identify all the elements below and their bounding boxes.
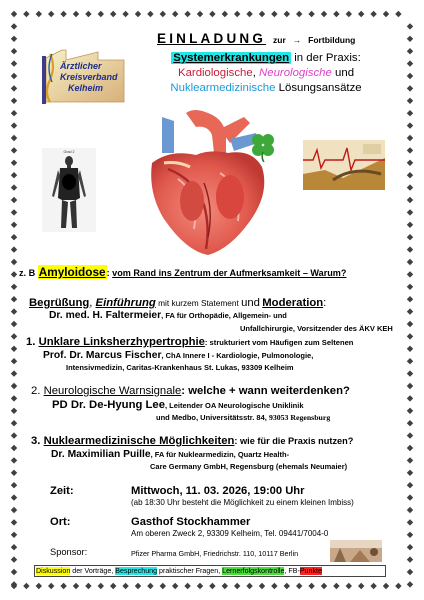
sec3-speaker-detail: , FA für Nuklearmedizin, Quartz Health-: [150, 450, 290, 459]
amyloid-prefix: z. B: [19, 268, 38, 278]
invitation-title: [157, 31, 355, 46]
border-diamond: [407, 36, 413, 42]
border-diamond: [11, 321, 17, 327]
border-diamond: [11, 395, 17, 401]
border-diamond: [11, 172, 17, 178]
sponsor-label: Sponsor:: [50, 547, 88, 557]
logo-text-1: Ärztlicher: [60, 61, 102, 71]
border-diamond: [358, 583, 364, 589]
ekg-photo: [303, 140, 385, 190]
border-diamond: [407, 48, 413, 54]
border-diamond: [11, 234, 17, 240]
sec1-num: 1.: [26, 336, 39, 348]
border-diamond: [333, 11, 339, 17]
sec2-speaker-name: PD Dr. De-Hyung Lee: [52, 399, 165, 411]
logo-text-3: Kelheim: [68, 83, 104, 93]
sec2-speaker-detail: , Leitender OA Neurologische Uniklinik: [165, 401, 304, 410]
border-diamond: [407, 85, 413, 91]
section-begruessung: [29, 297, 326, 309]
border-diamond: [407, 271, 413, 277]
border-diamond: [147, 11, 153, 17]
border-diamond: [11, 482, 17, 488]
border-diamond: [407, 246, 413, 252]
border-diamond: [172, 11, 178, 17]
border-diamond: [60, 11, 66, 17]
border-diamond: [11, 259, 17, 265]
headline-highlight: Systemerkrankungen: [173, 52, 290, 64]
headline-und: und: [331, 67, 355, 79]
border-diamond: [407, 494, 413, 500]
ort-value: Gasthof Stockhammer: [131, 516, 251, 528]
border-diamond: [11, 48, 17, 54]
border-diamond: [259, 11, 265, 17]
border-diamond: [11, 358, 17, 364]
section-2: [31, 385, 350, 397]
border-diamond: [98, 583, 104, 589]
sec2-title: Neurologische Warnsignale: [43, 385, 182, 397]
border-diamond: [11, 98, 17, 104]
border-diamond: [246, 11, 252, 17]
border-diamond: [11, 470, 17, 476]
sponsor-value: Pfizer Pharma GmbH, Friedrichstr. 110, 10117 Berlin: [131, 549, 299, 558]
border-diamond: [11, 581, 17, 587]
border-diamond: [407, 370, 413, 376]
border-diamond: [73, 11, 79, 17]
border-diamond: [11, 160, 17, 166]
border-diamond: [407, 23, 413, 29]
headline-nuklear: Nuklearmedizinische: [170, 82, 276, 94]
border-diamond: [407, 197, 413, 203]
border-diamond: [246, 583, 252, 589]
begr-colon: :: [323, 297, 327, 309]
border-diamond: [23, 583, 29, 589]
border-diamond: [98, 11, 104, 17]
border-diamond: [135, 583, 141, 589]
border-diamond: [407, 445, 413, 451]
sec3-title: Nuklearmedizinische Möglichkeiten: [43, 435, 235, 447]
border-diamond: [407, 432, 413, 438]
border-diamond: [333, 583, 339, 589]
border-diamond: [407, 222, 413, 228]
xray-label: Grad 2: [63, 150, 75, 154]
border-diamond: [11, 284, 17, 290]
border-diamond: [296, 11, 302, 17]
border-diamond: [407, 383, 413, 389]
aerztlicher-kreisverband-logo: [38, 46, 132, 108]
arrow-right-icon: →: [292, 35, 302, 45]
border-diamond: [11, 110, 17, 116]
border-diamond: [11, 271, 17, 277]
border-diamond: [407, 160, 413, 166]
border-diamond: [407, 296, 413, 302]
border-diamond: [407, 308, 413, 314]
headline-neuro: Neurologische: [259, 67, 332, 79]
border-diamond: [358, 11, 364, 17]
border-diamond: [135, 11, 141, 17]
border-diamond: [407, 346, 413, 352]
sec3-num: 3.: [31, 435, 44, 447]
border-diamond: [407, 209, 413, 215]
border-diamond: [11, 23, 17, 29]
sec3-rest: : wie für die Praxis nutzen?: [234, 436, 354, 446]
border-diamond: [407, 408, 413, 414]
begr-sep: ,: [89, 297, 96, 309]
border-diamond: [11, 519, 17, 525]
border-diamond: [407, 135, 413, 141]
ort-label: Ort:: [50, 516, 71, 528]
border-diamond: [271, 11, 277, 17]
border-diamond: [11, 184, 17, 190]
border-diamond: [407, 73, 413, 79]
sec2-rest1: : welche + wann: [181, 385, 271, 397]
sponsor-photo: [330, 540, 382, 562]
border-diamond: [407, 482, 413, 488]
ort-sub: Am oberen Zweck 2, 93309 Kelheim, Tel. 09441/7004-0: [131, 529, 329, 538]
border-diamond: [395, 11, 401, 17]
sec2-speaker: [52, 399, 304, 411]
border-diamond: [383, 583, 389, 589]
border-diamond: [11, 135, 17, 141]
border-diamond: [370, 583, 376, 589]
sec3-speaker-name: Dr. Maximilian Puille: [51, 449, 151, 460]
border-diamond: [11, 420, 17, 426]
border-diamond: [308, 11, 314, 17]
border-diamond: [197, 583, 203, 589]
sec2-rest2: weiterdenken?: [270, 385, 350, 397]
border-diamond: [147, 583, 153, 589]
headline-kardio: Kardiologische: [177, 67, 253, 79]
border-diamond: [296, 583, 302, 589]
scintigraphy-image: [42, 148, 96, 232]
border-diamond: [407, 569, 413, 575]
border-diamond: [11, 197, 17, 203]
border-diamond: [172, 583, 178, 589]
footer-punkte: Punkte: [299, 567, 322, 575]
amyloid-term: Amyloidose: [38, 265, 106, 279]
border-diamond: [11, 532, 17, 538]
sec2-detail: [156, 413, 330, 422]
border-diamond: [73, 583, 79, 589]
border-diamond: [395, 583, 401, 589]
amyloid-tagline: vom Rand ins Zentrum der Aufmerksamkeit – Warum?: [112, 268, 347, 278]
border-diamond: [407, 98, 413, 104]
border-diamond: [11, 147, 17, 153]
footer-diskussion: Diskussion: [36, 567, 71, 575]
border-diamond: [407, 519, 413, 525]
border-diamond: [85, 11, 91, 17]
section-1: [26, 336, 353, 348]
border-diamond: [383, 11, 389, 17]
border-diamond: [346, 11, 352, 17]
border-diamond: [407, 110, 413, 116]
border-diamond: [11, 60, 17, 66]
border-diamond: [259, 583, 265, 589]
border-diamond: [209, 11, 215, 17]
sec2-detail-a: und Medbo, Universitätsstr. 84,: [156, 413, 269, 422]
footer-t1: der Vorträge,: [70, 567, 116, 575]
begr-speaker-detail: , FA für Orthopädie, Allgemein- und: [161, 311, 287, 320]
border-diamond: [122, 583, 128, 589]
headline-loesung: Lösungsansätze: [275, 82, 362, 94]
begr-statement: mit kurzem Statement: [155, 298, 242, 308]
border-diamond: [11, 383, 17, 389]
border-diamond: [11, 583, 17, 589]
border-diamond: [407, 284, 413, 290]
border-diamond: [284, 11, 290, 17]
sec2-detail-b: 93053 Regensburg: [268, 413, 331, 422]
border-diamond: [407, 259, 413, 265]
begr-detail: Unfallchirurgie, Vorsitzender des ÄKV KEH: [240, 324, 393, 333]
border-diamond: [160, 11, 166, 17]
border-diamond: [11, 333, 17, 339]
border-diamond: [370, 11, 376, 17]
border-diamond: [11, 507, 17, 513]
border-diamond: [11, 346, 17, 352]
border-diamond: [11, 11, 17, 17]
border-diamond: [11, 544, 17, 550]
border-diamond: [11, 569, 17, 575]
border-diamond: [11, 209, 17, 215]
title-fortbildung: Fortbildung: [308, 35, 356, 45]
border-diamond: [222, 583, 228, 589]
border-diamond: [407, 420, 413, 426]
border-diamond: [11, 246, 17, 252]
border-diamond: [11, 445, 17, 451]
border-diamond: [209, 583, 215, 589]
border-diamond: [321, 11, 327, 17]
headline: [138, 51, 394, 96]
begr-speaker: [49, 310, 287, 321]
footer-bar: [34, 565, 386, 577]
border-diamond: [284, 583, 290, 589]
footer-t2: praktischer Fragen,: [157, 567, 223, 575]
border-diamond: [407, 470, 413, 476]
border-diamond: [11, 556, 17, 562]
border-diamond: [85, 583, 91, 589]
border-diamond: [197, 11, 203, 17]
sec3-speaker: [51, 449, 289, 460]
sec3-detail: Care Germany GmbH, Regensburg (ehemals Neumaier): [150, 462, 348, 471]
border-diamond: [11, 494, 17, 500]
title-einladung: EINLADUNG: [157, 31, 267, 46]
border-diamond: [407, 234, 413, 240]
border-diamond: [407, 333, 413, 339]
border-diamond: [407, 581, 413, 587]
sec1-speaker-name: Prof. Dr. Marcus Fischer: [43, 350, 162, 361]
border-diamond: [110, 11, 116, 17]
border-diamond: [11, 222, 17, 228]
border-diamond: [407, 122, 413, 128]
sec1-speaker-detail: , ChA Innere I - Kardiologie, Pulmonologie,: [161, 351, 314, 360]
sec1-rest: : strukturiert vom Häufigen zum Seltenen: [204, 338, 354, 347]
border-diamond: [407, 556, 413, 562]
headline-comma: ,: [252, 67, 260, 79]
border-diamond: [60, 583, 66, 589]
border-diamond: [11, 85, 17, 91]
border-diamond: [407, 507, 413, 513]
begr-speaker-name: Dr. med. H. Faltermeier: [49, 310, 162, 321]
sec1-detail: Intensivmedizin, Caritas-Krankenhaus St. Lukas, 93309 Kelheim: [66, 363, 294, 372]
border-diamond: [110, 583, 116, 589]
border-diamond: [407, 172, 413, 178]
border-diamond: [184, 11, 190, 17]
section-3: [31, 435, 353, 447]
sec1-speaker: [43, 350, 313, 361]
begr-einfuehrung: Einführung: [95, 297, 156, 309]
headline-rest: in der Praxis:: [291, 52, 361, 64]
footer-besprechung: Besprechung: [115, 567, 158, 575]
border-diamond: [407, 544, 413, 550]
border-diamond: [407, 532, 413, 538]
border-diamond: [407, 395, 413, 401]
title-zur: zur: [273, 35, 286, 45]
border-diamond: [23, 11, 29, 17]
footer-lern: Lernerfolgskontrolle: [222, 567, 285, 575]
border-diamond: [222, 11, 228, 17]
footer-t3: , FB-: [284, 567, 300, 575]
border-diamond: [11, 73, 17, 79]
sec1-title: Unklare Linksherzhypertrophie: [38, 336, 205, 348]
amyloidose-subtitle: [19, 265, 405, 279]
zeit-value: Mittwoch, 11. 03. 2026, 19:00 Uhr: [131, 485, 305, 497]
begr-und: und: [241, 297, 260, 309]
border-diamond: [234, 583, 240, 589]
border-diamond: [407, 147, 413, 153]
border-diamond: [407, 358, 413, 364]
border-diamond: [122, 11, 128, 17]
border-diamond: [407, 321, 413, 327]
border-diamond: [11, 370, 17, 376]
border-diamond: [11, 432, 17, 438]
border-diamond: [308, 583, 314, 589]
zeit-label: Zeit:: [50, 485, 74, 497]
begr-title: Begrüßung: [29, 297, 90, 309]
border-diamond: [234, 11, 240, 17]
border-diamond: [407, 457, 413, 463]
border-diamond: [48, 11, 54, 17]
border-diamond: [11, 457, 17, 463]
border-diamond: [321, 583, 327, 589]
border-diamond: [48, 583, 54, 589]
zeit-sub: (ab 18:30 Uhr besteht die Möglichkeit zu einem kleinen Imbiss): [131, 498, 354, 507]
border-diamond: [11, 122, 17, 128]
border-diamond: [160, 583, 166, 589]
border-diamond: [184, 583, 190, 589]
border-diamond: [407, 184, 413, 190]
amyloid-colon: :: [106, 268, 113, 278]
border-diamond: [271, 583, 277, 589]
begr-moderation: Moderation: [262, 297, 324, 309]
border-diamond: [11, 36, 17, 42]
border-diamond: [11, 308, 17, 314]
border-diamond: [346, 583, 352, 589]
border-diamond: [11, 408, 17, 414]
border-diamond: [11, 296, 17, 302]
border-diamond: [36, 11, 42, 17]
four-leaf-clover-icon: [248, 130, 278, 162]
border-diamond: [36, 583, 42, 589]
sec2-num: 2.: [31, 385, 44, 397]
border-diamond: [407, 60, 413, 66]
logo-text-2: Kreisverband: [60, 72, 118, 82]
